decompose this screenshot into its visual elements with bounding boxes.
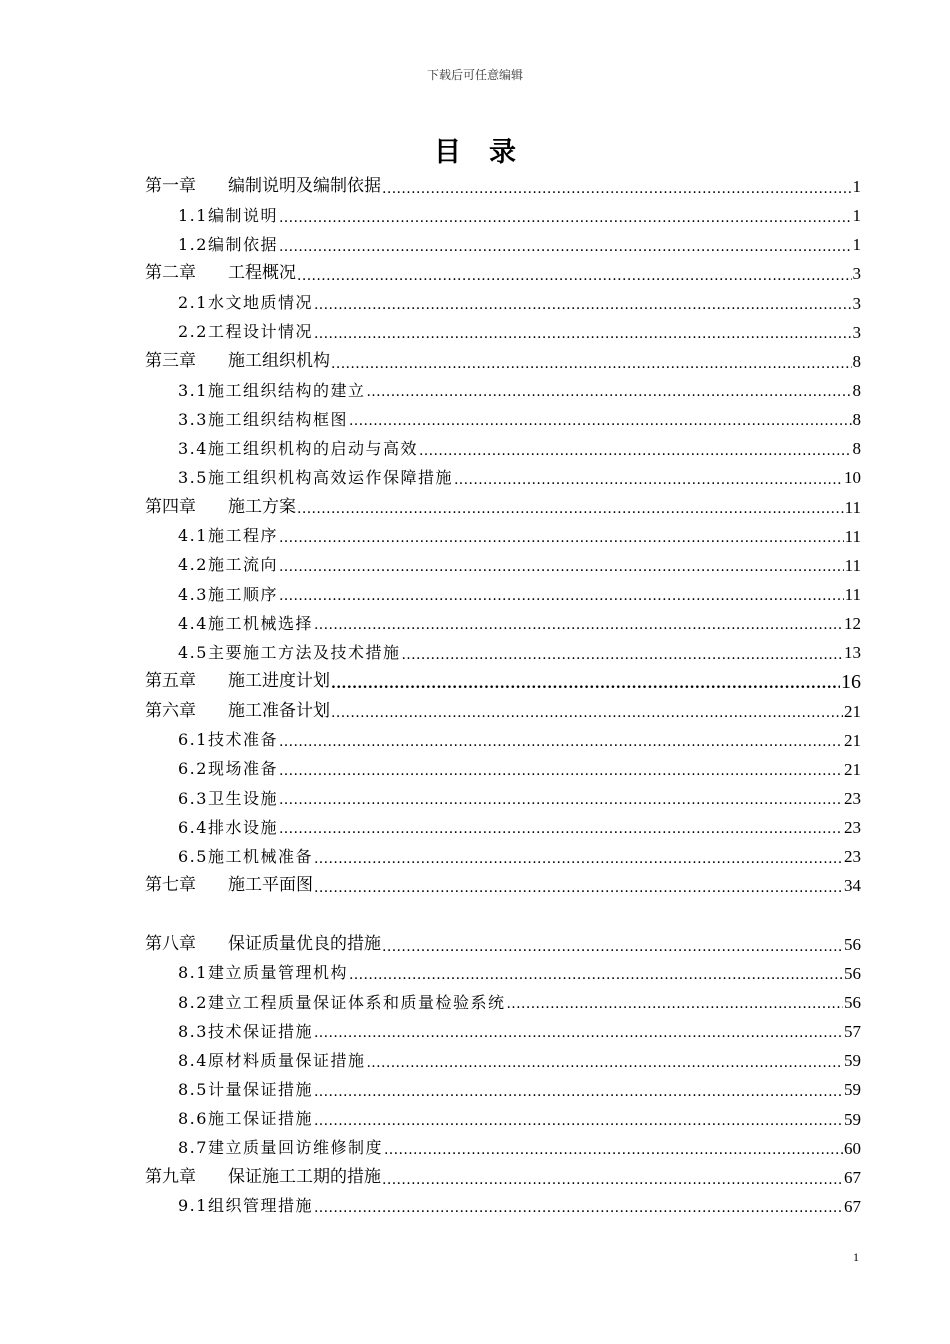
toc-page-number: 8	[852, 381, 861, 401]
toc-entry-title: 6.2现场准备	[178, 759, 278, 779]
toc-page-number: 67	[844, 1167, 861, 1187]
toc-entry-title: 8.6施工保证措施	[178, 1109, 313, 1129]
toc-dot-leader	[297, 265, 852, 284]
toc-chapter-entry[interactable]	[145, 347, 861, 376]
toc-section-entry[interactable]	[145, 638, 861, 667]
toc-section-entry[interactable]	[145, 755, 861, 784]
toc-dot-leader	[506, 994, 843, 1012]
toc-chapter-entry[interactable]	[145, 172, 861, 201]
toc-entry-title: 8.2建立工程质量保证体系和质量检验系统	[178, 992, 506, 1012]
toc-chapter-entry[interactable]	[145, 930, 861, 959]
toc-dot-leader	[349, 965, 843, 983]
toc-dot-leader	[382, 1168, 843, 1187]
toc-page-number: 59	[844, 1109, 861, 1129]
toc-section-entry[interactable]	[145, 318, 861, 347]
toc-entry-title: 6.1技术准备	[178, 730, 278, 750]
toc-section-entry[interactable]	[145, 1105, 861, 1134]
toc-entry-label	[145, 265, 296, 282]
toc-dot-leader	[279, 731, 843, 749]
toc-dot-leader	[314, 1081, 843, 1099]
toc-dot-leader	[279, 586, 844, 604]
toc-section-entry[interactable]	[145, 609, 861, 638]
toc-entry-label	[178, 642, 401, 662]
toc-entry-label	[178, 584, 278, 604]
toc-section-entry[interactable]	[145, 726, 861, 755]
toc-entry-title: 6.4排水设施	[178, 817, 278, 837]
toc-section-entry[interactable]	[145, 813, 861, 842]
toc-dot-leader	[401, 644, 843, 662]
toc-entry-label	[178, 992, 506, 1012]
toc-entry-title: 工程概况	[228, 263, 296, 284]
toc-page-number: 10	[844, 468, 861, 488]
toc-entry-label	[145, 877, 313, 894]
toc-entry-label	[178, 761, 278, 777]
toc-chapter-number: 第三章	[145, 350, 196, 371]
toc-page-number: 67	[844, 1196, 861, 1216]
toc-section-entry[interactable]	[145, 959, 861, 988]
toc-entry-label	[178, 1111, 313, 1127]
toc-entry-label	[178, 846, 313, 866]
toc-chapter-entry[interactable]	[145, 493, 861, 522]
toc-entry-label	[145, 1166, 381, 1187]
toc-entry-label	[178, 732, 278, 748]
toc-dot-leader	[314, 848, 843, 866]
toc-section-entry[interactable]	[145, 988, 861, 1017]
toc-entry-label	[145, 496, 296, 517]
toc-section-entry[interactable]	[145, 230, 861, 259]
toc-dot-leader	[382, 935, 843, 954]
toc-entry-title: 施工平面图	[228, 875, 313, 896]
toc-page-number: 21	[844, 730, 861, 750]
toc-entry-title: 8.7建立质量回访维修制度	[178, 1138, 383, 1158]
toc-dot-leader	[366, 1052, 843, 1070]
toc-page-number: 1	[852, 177, 861, 197]
toc-entry-title: 9.1组织管理措施	[178, 1196, 313, 1216]
toc-entry-title: 4.3施工顺序	[178, 584, 278, 604]
toc-section-entry[interactable]	[145, 842, 861, 871]
toc-page-number: 56	[844, 963, 861, 983]
toc-entry-label	[178, 324, 313, 340]
toc-page-number: 23	[844, 789, 861, 809]
toc-page-number: 11	[844, 497, 861, 517]
toc-entry-label	[178, 467, 453, 487]
toc-entry-title: 8.3技术保证措施	[178, 1021, 313, 1041]
toc-entry-title: 保证质量优良的措施	[228, 933, 381, 954]
toc-entry-title: 编制说明及编制依据	[228, 176, 381, 197]
toc-dot-leader	[279, 557, 844, 575]
toc-page-number: 8	[852, 439, 861, 459]
toc-dot-leader	[279, 819, 843, 837]
toc-entry-label	[178, 234, 278, 254]
toc-chapter-number: 第七章	[145, 875, 196, 896]
toc-spacer	[145, 901, 861, 930]
toc-dot-leader	[279, 236, 852, 254]
toc-page-number: 3	[852, 264, 861, 284]
toc-entry-label	[145, 933, 381, 954]
toc-dot-leader	[314, 615, 843, 633]
toc-entry-title: 3.5施工组织机构高效运作保障措施	[178, 467, 453, 487]
toc-page-number: 11	[844, 555, 861, 575]
toc-dot-leader	[279, 790, 843, 808]
toc-entry-label	[178, 817, 278, 837]
toc-entry-title: 4.1施工程序	[178, 526, 278, 546]
toc-dot-leader	[382, 177, 852, 196]
toc-entry-label	[178, 965, 348, 981]
toc-dot-leader	[314, 1023, 843, 1041]
toc-entry-title: 8.4原材料质量保证措施	[178, 1050, 366, 1070]
toc-entry-label	[145, 700, 330, 721]
toc-section-entry[interactable]	[145, 1075, 861, 1104]
page-number: 1	[853, 1250, 859, 1264]
toc-entry-title: 4.4施工机械选择	[178, 613, 313, 633]
toc-entry-label	[178, 788, 278, 808]
toc-page-number: 16	[841, 670, 861, 693]
toc-entry-label	[145, 178, 381, 195]
toc-dot-leader	[366, 382, 851, 400]
toc-entry-label	[178, 295, 313, 311]
toc-dot-leader	[349, 411, 852, 429]
toc-entry-label	[178, 613, 313, 633]
toc-entry-title: 施工准备计划	[228, 700, 330, 721]
toc-chapter-number: 第九章	[145, 1166, 196, 1187]
toc-section-entry[interactable]	[145, 289, 861, 318]
toc-page-number: 8	[852, 351, 861, 371]
toc-dot-leader	[314, 1110, 843, 1128]
toc-dot-leader	[314, 877, 843, 896]
table-of-contents	[145, 172, 861, 1221]
toc-page-number: 11	[844, 585, 861, 605]
toc-chapter-number: 第五章	[145, 671, 196, 692]
toc-page-number: 11	[844, 526, 861, 546]
toc-entry-title: 施工进度计划	[228, 671, 330, 692]
toc-page-number: 59	[844, 1080, 861, 1100]
toc-page-number: 23	[844, 818, 861, 838]
toc-section-entry[interactable]	[145, 463, 861, 492]
toc-section-entry[interactable]	[145, 376, 861, 405]
toc-dot-leader	[314, 294, 852, 312]
toc-entry-label	[178, 1198, 313, 1214]
toc-page-number: 56	[844, 993, 861, 1012]
toc-section-entry[interactable]	[145, 1017, 861, 1046]
toc-section-entry[interactable]	[145, 784, 861, 813]
toc-dot-leader	[419, 440, 852, 458]
toc-entry-label	[145, 350, 330, 371]
toc-entry-title: 3.4施工组织机构的启动与高效	[178, 438, 418, 458]
toc-dot-leader	[279, 761, 843, 779]
toc-section-entry[interactable]	[145, 434, 861, 463]
toc-dot-leader	[384, 1139, 843, 1157]
toc-page-number: 23	[844, 847, 861, 867]
toc-dot-leader	[454, 469, 843, 487]
toc-entry-title: 3.3施工组织结构框图	[178, 409, 348, 429]
toc-entry-label	[178, 1021, 313, 1041]
toc-page-number: 12	[844, 614, 861, 634]
toc-entry-label	[178, 1140, 383, 1156]
toc-entry-title: 8.5计量保证措施	[178, 1079, 313, 1099]
toc-section-entry[interactable]	[145, 522, 861, 551]
toc-entry-title: 1.2编制依据	[178, 234, 278, 254]
toc-entry-title: 施工方案	[228, 496, 296, 517]
toc-chapter-entry[interactable]	[145, 667, 861, 696]
toc-dot-leader	[331, 673, 840, 692]
toc-entry-title: 8.1建立质量管理机构	[178, 963, 348, 983]
toc-entry-label	[178, 409, 348, 429]
toc-section-entry[interactable]	[145, 1046, 861, 1075]
toc-entry-title: 4.5主要施工方法及技术措施	[178, 642, 401, 662]
toc-entry-label	[178, 1079, 313, 1099]
toc-entry-label	[178, 528, 278, 544]
toc-section-entry[interactable]	[145, 580, 861, 609]
toc-entry-title: 保证施工工期的措施	[228, 1166, 381, 1187]
toc-entry-label	[178, 438, 418, 458]
toc-page-number: 1	[852, 235, 861, 255]
toc-page-number: 34	[844, 876, 861, 896]
toc-entry-label	[178, 205, 278, 225]
toc-dot-leader	[279, 207, 852, 225]
toc-page-number: 1	[852, 206, 861, 226]
toc-dot-leader	[279, 527, 844, 545]
toc-chapter-number: 第二章	[145, 263, 196, 284]
toc-entry-title: 施工组织机构	[228, 350, 330, 371]
toc-chapter-number: 第四章	[145, 496, 196, 517]
toc-chapter-entry[interactable]	[145, 871, 861, 900]
toc-chapter-entry[interactable]	[145, 259, 861, 288]
toc-entry-label	[178, 380, 366, 400]
toc-dot-leader	[314, 323, 852, 341]
toc-section-entry[interactable]	[145, 1192, 861, 1221]
toc-entry-title: 6.5施工机械准备	[178, 846, 313, 866]
toc-entry-title: 1.1编制说明	[178, 205, 278, 225]
toc-page-number: 56	[844, 934, 861, 954]
toc-dot-leader	[297, 498, 844, 517]
toc-chapter-number: 第六章	[145, 700, 196, 721]
toc-page-number: 21	[844, 759, 861, 779]
toc-entry-title: 3.1施工组织结构的建立	[178, 380, 366, 400]
toc-entry-label	[145, 673, 330, 690]
toc-section-entry[interactable]	[145, 1134, 861, 1163]
toc-entry-label	[178, 1050, 366, 1070]
toc-entry-title: 4.2施工流向	[178, 555, 278, 575]
toc-entry-title: 6.3卫生设施	[178, 788, 278, 808]
toc-page-number: 3	[852, 293, 861, 313]
toc-entry-label	[178, 557, 278, 573]
toc-entry-title: 2.1水文地质情况	[178, 293, 313, 313]
toc-section-entry[interactable]	[145, 405, 861, 434]
toc-chapter-number: 第一章	[145, 176, 196, 197]
toc-page-number: 57	[844, 1022, 861, 1042]
page-header: 下载后可任意编辑	[426, 68, 523, 82]
toc-section-entry[interactable]	[145, 551, 861, 580]
toc-dot-leader	[331, 352, 852, 371]
toc-page-number: 8	[852, 410, 861, 430]
toc-section-entry[interactable]	[145, 201, 861, 230]
toc-chapter-entry[interactable]	[145, 1163, 861, 1192]
toc-page-number: 59	[844, 1051, 861, 1071]
toc-dot-leader	[314, 1198, 843, 1216]
toc-page-number: 60	[844, 1138, 861, 1158]
toc-entry-title: 2.2工程设计情况	[178, 322, 313, 342]
toc-chapter-entry[interactable]	[145, 697, 861, 726]
toc-page-number: 13	[844, 643, 861, 663]
toc-dot-leader	[331, 702, 843, 721]
page-title: 目录	[434, 137, 544, 168]
toc-page-number: 21	[844, 701, 861, 721]
toc-page-number: 3	[852, 322, 861, 342]
toc-chapter-number: 第八章	[145, 933, 196, 954]
